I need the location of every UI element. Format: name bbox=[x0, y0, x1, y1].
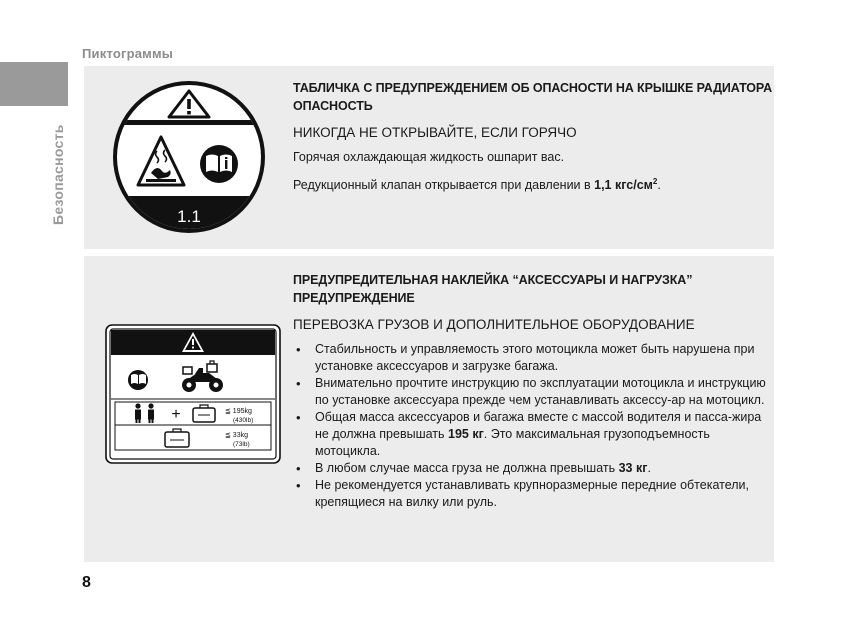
radiator-cap-text1: Горячая охлаждающая жидкость ошпарит вас. bbox=[293, 150, 565, 164]
radiator-cap-label-icon bbox=[113, 71, 265, 243]
cargo-weight-limit-kg: ≦ 33kg bbox=[225, 432, 248, 439]
cargo-weight-limit-lb: (73lb) bbox=[233, 441, 250, 448]
section-side-label: Безопасность bbox=[50, 124, 66, 225]
accessories-subtitle: ПЕРЕВОЗКА ГРУЗОВ И ДОПОЛНИТЕЛЬНОЕ ОБОРУДОВАНИЕ bbox=[293, 317, 695, 332]
accessories-text bbox=[293, 271, 774, 511]
total-weight-limit: 195 кг bbox=[448, 427, 484, 441]
radiator-cap-text bbox=[293, 79, 774, 194]
bullet-item: • Стабильность и управляемость этого мотоцикла может быть нарушена при установке аксессуаров и загрузке багажа. bbox=[293, 341, 774, 375]
radiator-cap-hazard-level: ОПАСНОСТЬ bbox=[293, 99, 373, 113]
cargo-weight-limit: 33 кг bbox=[618, 461, 648, 475]
section-tab bbox=[0, 62, 68, 106]
pressure-text-suffix: . bbox=[657, 178, 661, 193]
bullet-item: • Не рекомендуется устанавливать крупноразмерные передние обтекатели, крепящиеся на вилку или руль. bbox=[293, 477, 774, 511]
accessories-label-icon bbox=[105, 324, 281, 464]
radiator-cap-label-value: 1.1 bbox=[177, 207, 201, 226]
rider-weight-limit-lb: (430lb) bbox=[233, 417, 254, 424]
page-header-title: Пиктограммы bbox=[82, 46, 174, 61]
svg-text:+: + bbox=[171, 406, 181, 423]
radiator-cap-subtitle: НИКОГДА НЕ ОТКРЫВАЙТЕ, ЕСЛИ ГОРЯЧО bbox=[293, 125, 577, 140]
pressure-unit-exponent: 2 bbox=[652, 177, 658, 186]
accessories-hazard-level: ПРЕДУПРЕЖДЕНИЕ bbox=[293, 291, 415, 305]
bullet-item: • Внимательно прочтите инструкцию по эксплуатации мотоцикла и инструкцию по установке аксессуара прежде чем устанавливать аксессу-ар на мотоцикл. bbox=[293, 375, 774, 409]
accessories-title: ПРЕДУПРЕДИТЕЛЬНАЯ НАКЛЕЙКА “АКСЕССУАРЫ И НАГРУЗКА” bbox=[293, 273, 693, 287]
radiator-cap-section bbox=[84, 66, 774, 249]
rider-weight-limit-kg: ≦ 195kg bbox=[225, 408, 252, 415]
page-number: 8 bbox=[82, 574, 91, 591]
radiator-cap-text2 bbox=[293, 173, 774, 194]
bullet-item: • В любом случае масса груза не должна превышать 33 кг. bbox=[293, 460, 774, 477]
bullet-item: • Общая масса аксессуаров и багажа вместе с массой водителя и пасса-жира не должна превышать 195 кг. Это максимальная грузоподъемность мотоцикла. bbox=[293, 409, 774, 460]
pressure-text-prefix: Редукционный клапан открывается при давлении в bbox=[293, 178, 595, 193]
accessories-section bbox=[84, 256, 774, 562]
pressure-value: 1,1 кгс/см bbox=[594, 178, 653, 193]
radiator-cap-title: ТАБЛИЧКА С ПРЕДУПРЕЖДЕНИЕМ ОБ ОПАСНОСТИ НА КРЫШКЕ РАДИАТОРА bbox=[293, 81, 773, 95]
accessories-bullet-list bbox=[293, 341, 774, 511]
